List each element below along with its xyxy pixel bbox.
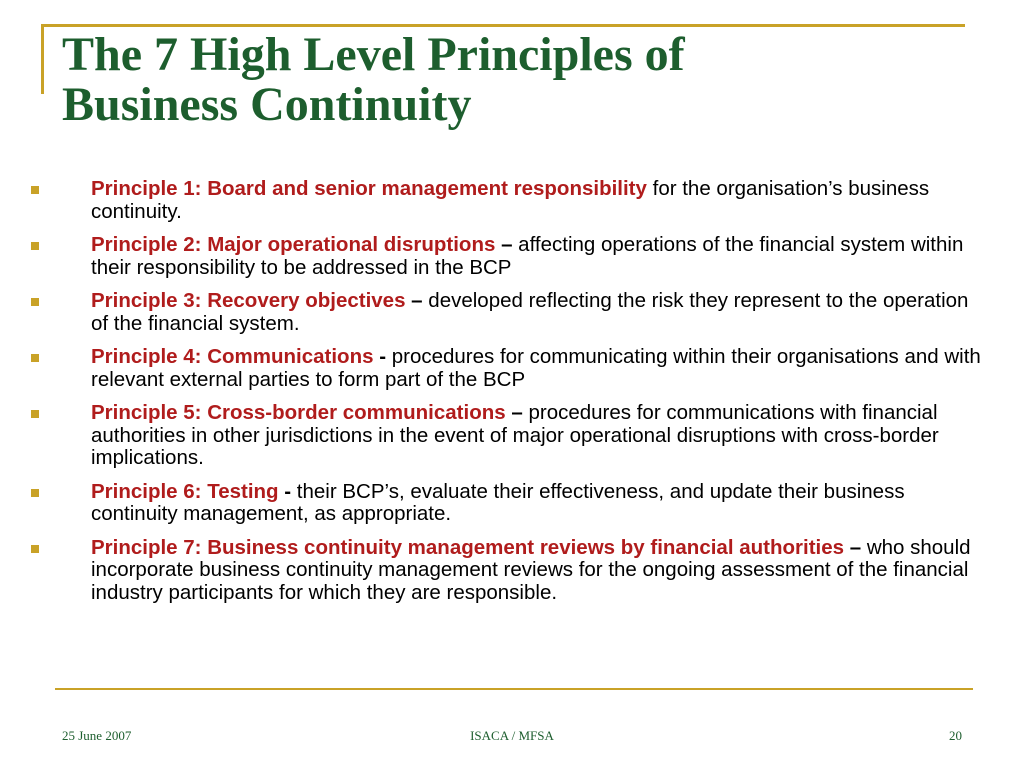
principle-lead: Principle 2: Major operational disruptions xyxy=(91,233,496,256)
footer-date: 25 June 2007 xyxy=(62,728,132,743)
page-number: 20 xyxy=(949,728,962,743)
principle-text: procedures for communicating within their organisations and with relevant external parties to form part of the BCP xyxy=(91,345,981,391)
principle-separator: - xyxy=(278,479,292,503)
bullet-icon xyxy=(31,410,39,418)
bullet-icon xyxy=(31,545,39,553)
slide-title xyxy=(62,30,962,130)
title-frame-horizontal xyxy=(41,24,965,27)
bullet-icon xyxy=(31,489,39,497)
principle-item xyxy=(28,234,988,279)
principle-item xyxy=(28,290,988,335)
title-frame-vertical xyxy=(41,24,44,94)
principle-text: affecting operations of the financial system within their responsibility to be addressed in the BCP xyxy=(91,233,964,279)
principle-item xyxy=(28,402,988,470)
footer-divider xyxy=(55,688,973,690)
principle-item xyxy=(28,481,988,526)
slide-title-line-2: Business Continuity xyxy=(62,78,472,131)
bullet-icon xyxy=(31,354,39,362)
slide-title-line-1: The 7 High Level Principles of xyxy=(62,28,685,81)
footer-center-text: ISACA / MFSA xyxy=(470,728,554,743)
principle-lead: Principle 4: Communications xyxy=(91,345,374,368)
principle-item xyxy=(28,346,988,391)
principle-text: who should incorporate business continuity management reviews for the ongoing assessment of the financial industry participants for which they are responsible. xyxy=(91,535,971,604)
principle-lead: Principle 1: Board and senior management responsibility xyxy=(91,177,647,200)
principle-item xyxy=(28,178,988,223)
principle-text: developed reflecting the risk they represent to the operation of the financial system. xyxy=(91,289,969,335)
bullet-icon xyxy=(31,242,39,250)
principle-lead: Principle 5: Cross-border communications xyxy=(91,401,506,424)
principle-text: procedures for communications with financial authorities in other jurisdictions in the event of major operational disruptions with cross-border implications. xyxy=(91,401,939,469)
principle-lead: Principle 3: Recovery objectives xyxy=(91,289,406,312)
bullet-icon xyxy=(31,298,39,306)
principle-lead: Principle 7: Business continuity management reviews by financial authorities xyxy=(91,535,845,559)
principle-separator: – xyxy=(405,289,423,312)
principle-lead: Principle 6: Testing xyxy=(91,479,279,503)
principle-separator: – xyxy=(495,233,513,256)
bullet-icon xyxy=(31,186,39,194)
principle-text: their BCP’s, evaluate their effectiveness, and update their business continuity management, as appropriate. xyxy=(91,479,905,525)
principle-item xyxy=(28,537,988,605)
principles-list xyxy=(28,178,988,615)
principle-separator: - xyxy=(373,345,387,368)
principle-text: for the organisation’s business continuity. xyxy=(91,177,930,223)
principle-separator: – xyxy=(844,535,862,559)
principle-separator: – xyxy=(505,401,523,424)
